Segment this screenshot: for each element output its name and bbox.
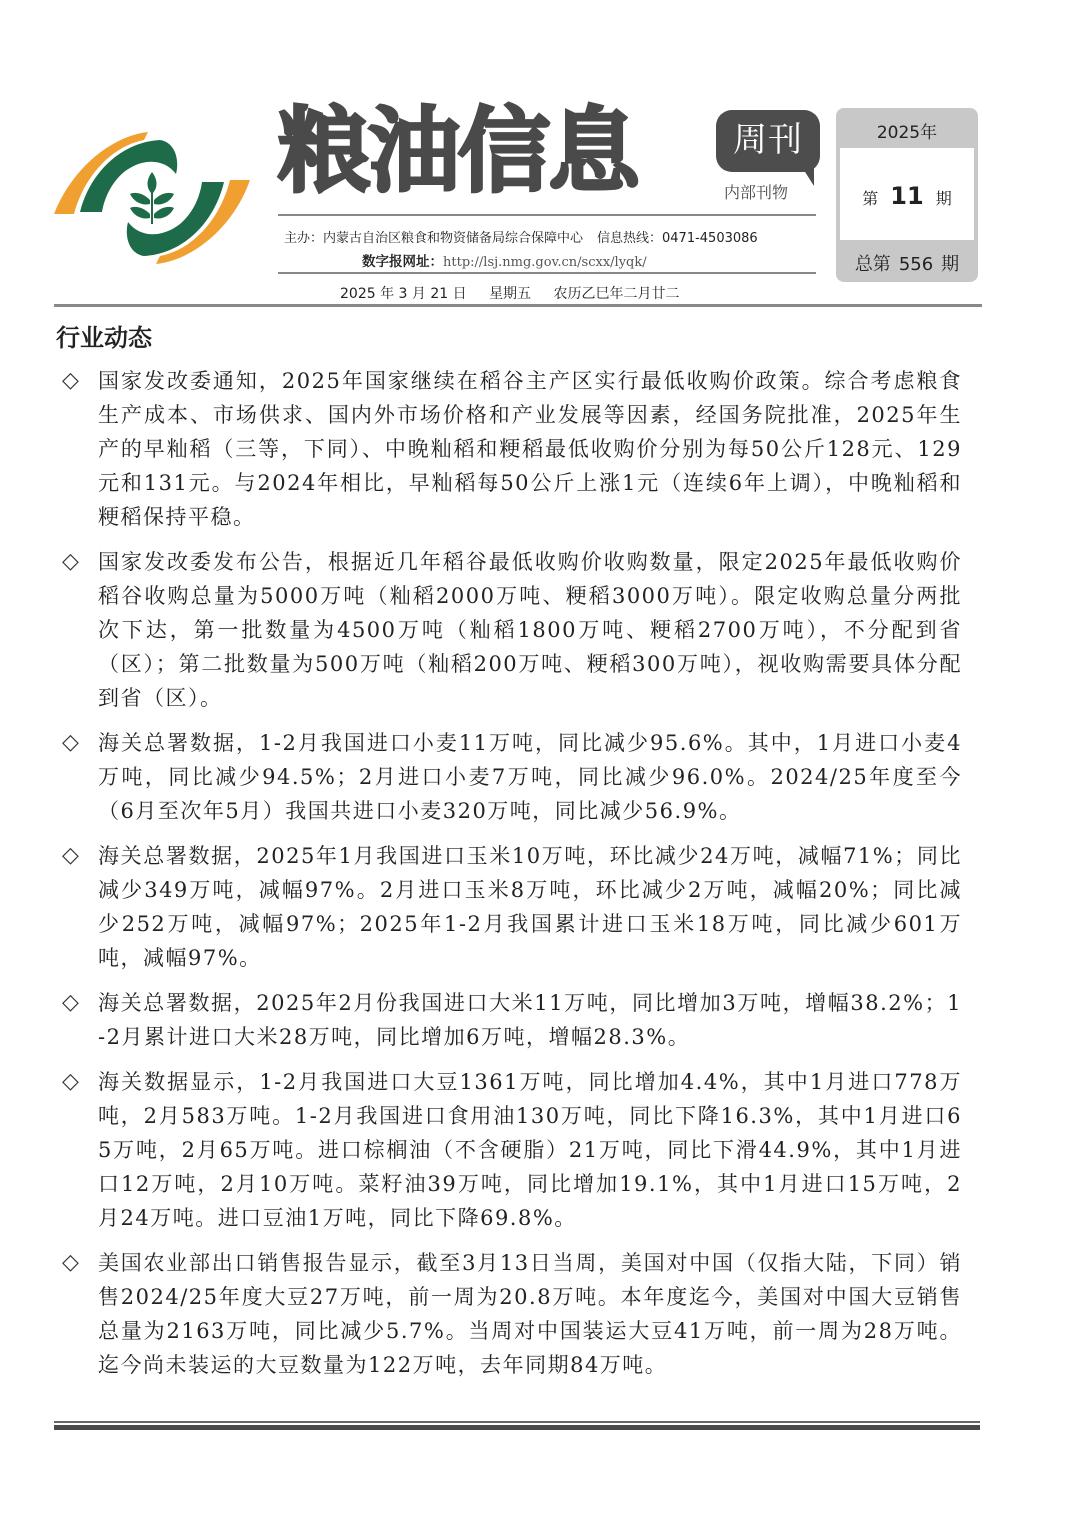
issue-box (836, 108, 978, 282)
publication-title: 粮油信息 (278, 98, 639, 205)
internal-publication-label: 内部刊物 (724, 183, 789, 202)
article-text: 国家发改委发布公告，根据近几年稻谷最低收购价收购数量，限定2025年最低收购价稻谷收购总量为5000万吨（籼稻2000万吨、粳稻3000万吨）。限定收购总量分两批次下达，第一批数量为4500万吨（籼稻1800万吨、粳稻2700万吨），不分配到省（区）；第二批数量为500万吨（籼稻200万吨、粳稻300万吨），视收购需要具体分配到省（区）。 (98, 550, 962, 710)
article-item (62, 364, 962, 534)
website-url[interactable]: http://lsj.nmg.gov.cn/scxx/lyqk/ (443, 255, 647, 270)
speech-bubble-tail-icon (800, 164, 814, 186)
issue-number-value: 11 (890, 182, 924, 210)
article-list (62, 364, 962, 1393)
website-line (362, 250, 647, 270)
header-divider (54, 304, 982, 307)
diamond-bullet-icon: ◇ (62, 1250, 79, 1275)
dateline (340, 283, 698, 303)
section-title: 行业动态 (56, 324, 152, 352)
issue-suffix: 期 (935, 189, 952, 208)
divider (278, 214, 816, 216)
article-text: 海关总署数据，2025年1月我国进口玉米10万吨，环比减少24万吨，减幅71%；同比减少349万吨，减幅97%。2月进口玉米8万吨，环比减少2万吨，减幅20%；同比减少252万吨，减幅97%；2025年1-2月我国累计进口玉米18万吨，同比减少601万吨，减幅97%。 (98, 844, 962, 970)
sponsor-label: 主办：内蒙古自治区粮食和物资储备局综合保障中心 (284, 231, 584, 246)
website-label: 数字报网址： (362, 254, 443, 270)
lunar-date: 农历乙巳年二月廿二 (553, 286, 680, 302)
issue-inner (840, 148, 974, 240)
publication-date: 2025 年 3 月 21 日 (340, 286, 467, 302)
diamond-bullet-icon: ◇ (62, 990, 79, 1015)
issue-year: 2025年 (876, 123, 938, 143)
sponsor-line (284, 227, 758, 246)
article-item (62, 1065, 962, 1235)
hotline-label: 信息热线：0471-4503086 (597, 231, 758, 246)
diamond-bullet-icon: ◇ (62, 368, 79, 393)
article-item (62, 726, 962, 828)
masthead (278, 100, 823, 210)
article-text: 海关总署数据，2025年2月份我国进口大米11万吨，同比增加3万吨，增幅38.2%；1-2月累计进口大米28万吨，同比增加6万吨，增幅28.3%。 (98, 991, 962, 1049)
issue-total (836, 250, 978, 276)
article-item (62, 986, 962, 1054)
article-text: 海关总署数据，1-2月我国进口小麦11万吨，同比减少95.6%。其中，1月进口小麦4万吨，同比减少94.5%；2月进口小麦7万吨，同比减少96.0%。2024/25年度至今（6月至次年5月）我国共进口小麦320万吨，同比减少56.9%。 (98, 731, 962, 823)
article-text: 海关数据显示，1-2月我国进口大豆1361万吨，同比增加4.4%，其中1月进口778万吨，2月583万吨。1-2月我国进口食用油130万吨，同比下降16.3%，其中1月进口65万吨，2月65万吨。进口棕榈油（不含硬脂）21万吨，同比下滑44.9%，其中1月进口12万吨，2月10万吨。菜籽油39万吨，同比增加19.1%，其中1月进口15万吨，2月24万吨。进口豆油1万吨，同比下降69.8%。 (98, 1070, 962, 1230)
article-item (62, 839, 962, 975)
article-item (62, 1246, 962, 1382)
total-prefix: 总第 (854, 254, 891, 275)
total-suffix: 期 (941, 254, 960, 275)
issue-number (840, 182, 974, 210)
diamond-bullet-icon: ◇ (62, 549, 79, 574)
grain-logo-icon (52, 128, 252, 268)
weekday: 星期五 (489, 286, 532, 302)
footer-divider-thick (54, 1425, 980, 1430)
issue-prefix: 第 (862, 189, 879, 208)
diamond-bullet-icon: ◇ (62, 843, 79, 868)
article-text: 国家发改委通知，2025年国家继续在稻谷主产区实行最低收购价政策。综合考虑粮食生产成本、市场供求、国内外市场价格和产业发展等因素，经国务院批准，2025年生产的早籼稻（三等，下同）、中晚籼稻和粳稻最低收购价分别为每50公斤128元、129元和131元。与2024年相比，早籼稻每50公斤上涨1元（连续6年上调），中晚籼稻和粳稻保持平稳。 (98, 369, 962, 529)
article-text: 美国农业部出口销售报告显示，截至3月13日当周，美国对中国（仅指大陆，下同）销售2024/25年度大豆27万吨，前一周为20.8万吨。本年度迄今，美国对中国大豆销售总量为2163万吨，同比减少5.7%。当周对中国装运大豆41万吨，前一周为28万吨。迄今尚未装运的大豆数量为122万吨，去年同期84万吨。 (98, 1251, 962, 1377)
weekly-badge: 周刊 (716, 110, 820, 172)
divider (278, 272, 816, 274)
diamond-bullet-icon: ◇ (62, 1069, 79, 1094)
article-item (62, 545, 962, 715)
diamond-bullet-icon: ◇ (62, 730, 79, 755)
footer-divider-thin (54, 1421, 980, 1423)
total-number: 556 (898, 254, 934, 275)
